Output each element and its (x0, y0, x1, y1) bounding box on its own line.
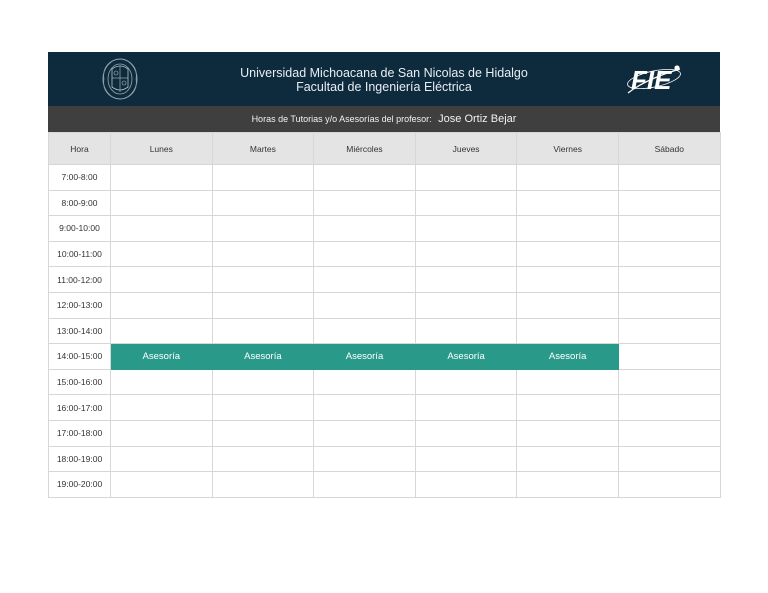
faculty-name: Facultad de Ingeniería Eléctrica (296, 80, 472, 94)
table-row (49, 216, 721, 242)
hour-cell: 7:00-8:00 (49, 165, 111, 191)
column-header-day: Viernes (517, 133, 619, 165)
empty-slot (415, 318, 517, 344)
table-row (49, 165, 721, 191)
empty-slot (111, 165, 213, 191)
empty-slot (415, 241, 517, 267)
hour-cell: 18:00-19:00 (49, 446, 111, 472)
empty-slot (212, 190, 314, 216)
fie-logo-text: FIE (631, 65, 672, 95)
empty-slot (111, 241, 213, 267)
empty-slot (517, 216, 619, 242)
empty-slot (111, 216, 213, 242)
empty-slot (314, 472, 416, 498)
empty-slot (314, 292, 416, 318)
column-header-day: Sábado (618, 133, 720, 165)
empty-slot (111, 292, 213, 318)
empty-slot (415, 292, 517, 318)
table-row (49, 446, 721, 472)
empty-slot (111, 420, 213, 446)
empty-slot (415, 420, 517, 446)
empty-slot (415, 165, 517, 191)
header-banner (48, 52, 720, 106)
hour-cell: 9:00-10:00 (49, 216, 111, 242)
empty-slot (314, 267, 416, 293)
column-header-hour: Hora (49, 133, 111, 165)
empty-slot (618, 344, 720, 370)
empty-slot (212, 318, 314, 344)
empty-slot (618, 165, 720, 191)
empty-slot (212, 241, 314, 267)
table-row (49, 190, 721, 216)
empty-slot (618, 420, 720, 446)
empty-slot (111, 190, 213, 216)
empty-slot (517, 318, 619, 344)
empty-slot (618, 216, 720, 242)
asesoria-slot: Asesoría (111, 344, 213, 370)
table-row (49, 267, 721, 293)
empty-slot (111, 318, 213, 344)
schedule-body (49, 165, 721, 498)
empty-slot (517, 446, 619, 472)
empty-slot (517, 472, 619, 498)
column-header-day: Jueves (415, 133, 517, 165)
empty-slot (517, 267, 619, 293)
column-header-day: Lunes (111, 133, 213, 165)
empty-slot (212, 369, 314, 395)
column-header-day: Miércoles (314, 133, 416, 165)
empty-slot (415, 395, 517, 421)
empty-slot (314, 369, 416, 395)
empty-slot (618, 472, 720, 498)
table-header-row (49, 133, 721, 165)
hour-cell: 8:00-9:00 (49, 190, 111, 216)
empty-slot (314, 216, 416, 242)
empty-slot (212, 446, 314, 472)
empty-slot (212, 292, 314, 318)
hour-cell: 13:00-14:00 (49, 318, 111, 344)
schedule-table (48, 132, 721, 498)
empty-slot (111, 395, 213, 421)
table-row (49, 472, 721, 498)
empty-slot (618, 369, 720, 395)
professor-label: Horas de Tutorias y/o Asesorías del profesor: (251, 114, 432, 124)
empty-slot (618, 446, 720, 472)
column-header-day: Martes (212, 133, 314, 165)
empty-slot (314, 241, 416, 267)
fie-logo-icon (624, 59, 684, 97)
empty-slot (618, 267, 720, 293)
table-row (49, 369, 721, 395)
empty-slot (212, 472, 314, 498)
empty-slot (415, 267, 517, 293)
empty-slot (314, 318, 416, 344)
hour-cell: 15:00-16:00 (49, 369, 111, 395)
empty-slot (517, 420, 619, 446)
asesoria-slot: Asesoría (212, 344, 314, 370)
empty-slot (111, 446, 213, 472)
empty-slot (415, 190, 517, 216)
asesoria-slot: Asesoría (314, 344, 416, 370)
hour-cell: 14:00-15:00 (49, 344, 111, 370)
professor-bar (48, 106, 720, 132)
empty-slot (212, 267, 314, 293)
empty-slot (618, 190, 720, 216)
empty-slot (314, 446, 416, 472)
empty-slot (415, 216, 517, 242)
empty-slot (111, 267, 213, 293)
empty-slot (111, 369, 213, 395)
asesoria-slot: Asesoría (517, 344, 619, 370)
empty-slot (111, 472, 213, 498)
hour-cell: 19:00-20:00 (49, 472, 111, 498)
table-row (49, 292, 721, 318)
empty-slot (415, 472, 517, 498)
hour-cell: 17:00-18:00 (49, 420, 111, 446)
empty-slot (314, 420, 416, 446)
empty-slot (618, 292, 720, 318)
empty-slot (212, 420, 314, 446)
schedule-sheet (48, 52, 720, 498)
empty-slot (314, 165, 416, 191)
professor-name: Jose Ortiz Bejar (438, 113, 517, 125)
hour-cell: 10:00-11:00 (49, 241, 111, 267)
asesoria-slot: Asesoría (415, 344, 517, 370)
empty-slot (517, 190, 619, 216)
empty-slot (212, 165, 314, 191)
empty-slot (314, 395, 416, 421)
table-row (49, 395, 721, 421)
empty-slot (618, 395, 720, 421)
empty-slot (517, 165, 619, 191)
hour-cell: 16:00-17:00 (49, 395, 111, 421)
empty-slot (618, 318, 720, 344)
hour-cell: 12:00-13:00 (49, 292, 111, 318)
empty-slot (517, 292, 619, 318)
table-row (49, 344, 721, 370)
empty-slot (212, 395, 314, 421)
empty-slot (212, 216, 314, 242)
empty-slot (618, 241, 720, 267)
empty-slot (314, 190, 416, 216)
empty-slot (517, 369, 619, 395)
empty-slot (415, 446, 517, 472)
table-row (49, 241, 721, 267)
table-row (49, 420, 721, 446)
hour-cell: 11:00-12:00 (49, 267, 111, 293)
university-name: Universidad Michoacana de San Nicolas de Hidalgo (240, 66, 528, 80)
table-row (49, 318, 721, 344)
empty-slot (517, 241, 619, 267)
empty-slot (517, 395, 619, 421)
empty-slot (415, 369, 517, 395)
